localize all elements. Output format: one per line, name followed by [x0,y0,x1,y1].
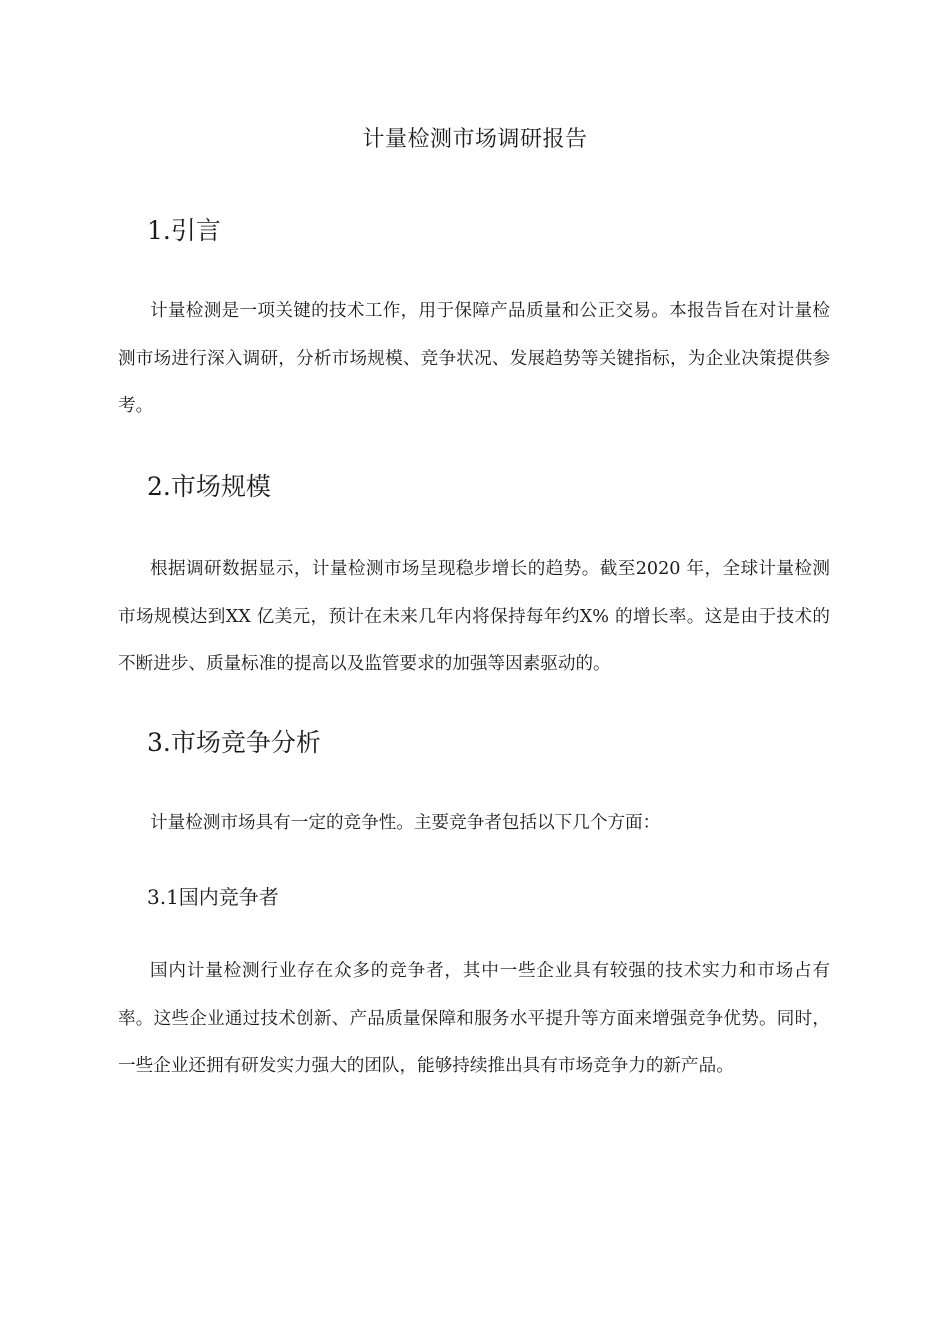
section-heading-competition: 3.市场竞争分析 [147,728,321,757]
section-paragraph-competition: 计量检测市场具有一定的竞争性。主要竞争者包括以下几个方面： [150,813,661,833]
section-heading-market-size: 2.市场规模 [147,472,271,501]
document-title: 计量检测市场调研报告 [362,127,588,152]
subsection-paragraph-domestic-competitors: 国内计量检测行业存在众多的竞争者，其中一些企业具有较强的技术实力和市场占有率。这些企业通过技术创新、产品质量保障和服务水平提升等方面来增强竞争优势。同时，一些企业还拥有研发实力强大的团队，能够持续推出具有市场竞争力的新产品。 [118,961,830,1076]
section-paragraph-market-size: 根据调研数据显示，计量检测市场呈现稳步增长的趋势。截至2020 年，全球计量检测市场规模达到XX 亿美元，预计在未来几年内将保持每年约X% 的增长率。这是由于技术的不断进步、质量标准的提高以及监管要求的加强等因素驱动的。 [118,559,830,674]
subsection-heading-domestic-competitors: 3.1国内竞争者 [147,885,279,909]
section-paragraph-introduction: 计量检测是一项关键的技术工作，用于保障产品质量和公正交易。本报告旨在对计量检测市场进行深入调研，分析市场规模、竞争状况、发展趋势等关键指标，为企业决策提供参考。 [118,301,830,416]
section-heading-introduction: 1.引言 [147,216,221,245]
